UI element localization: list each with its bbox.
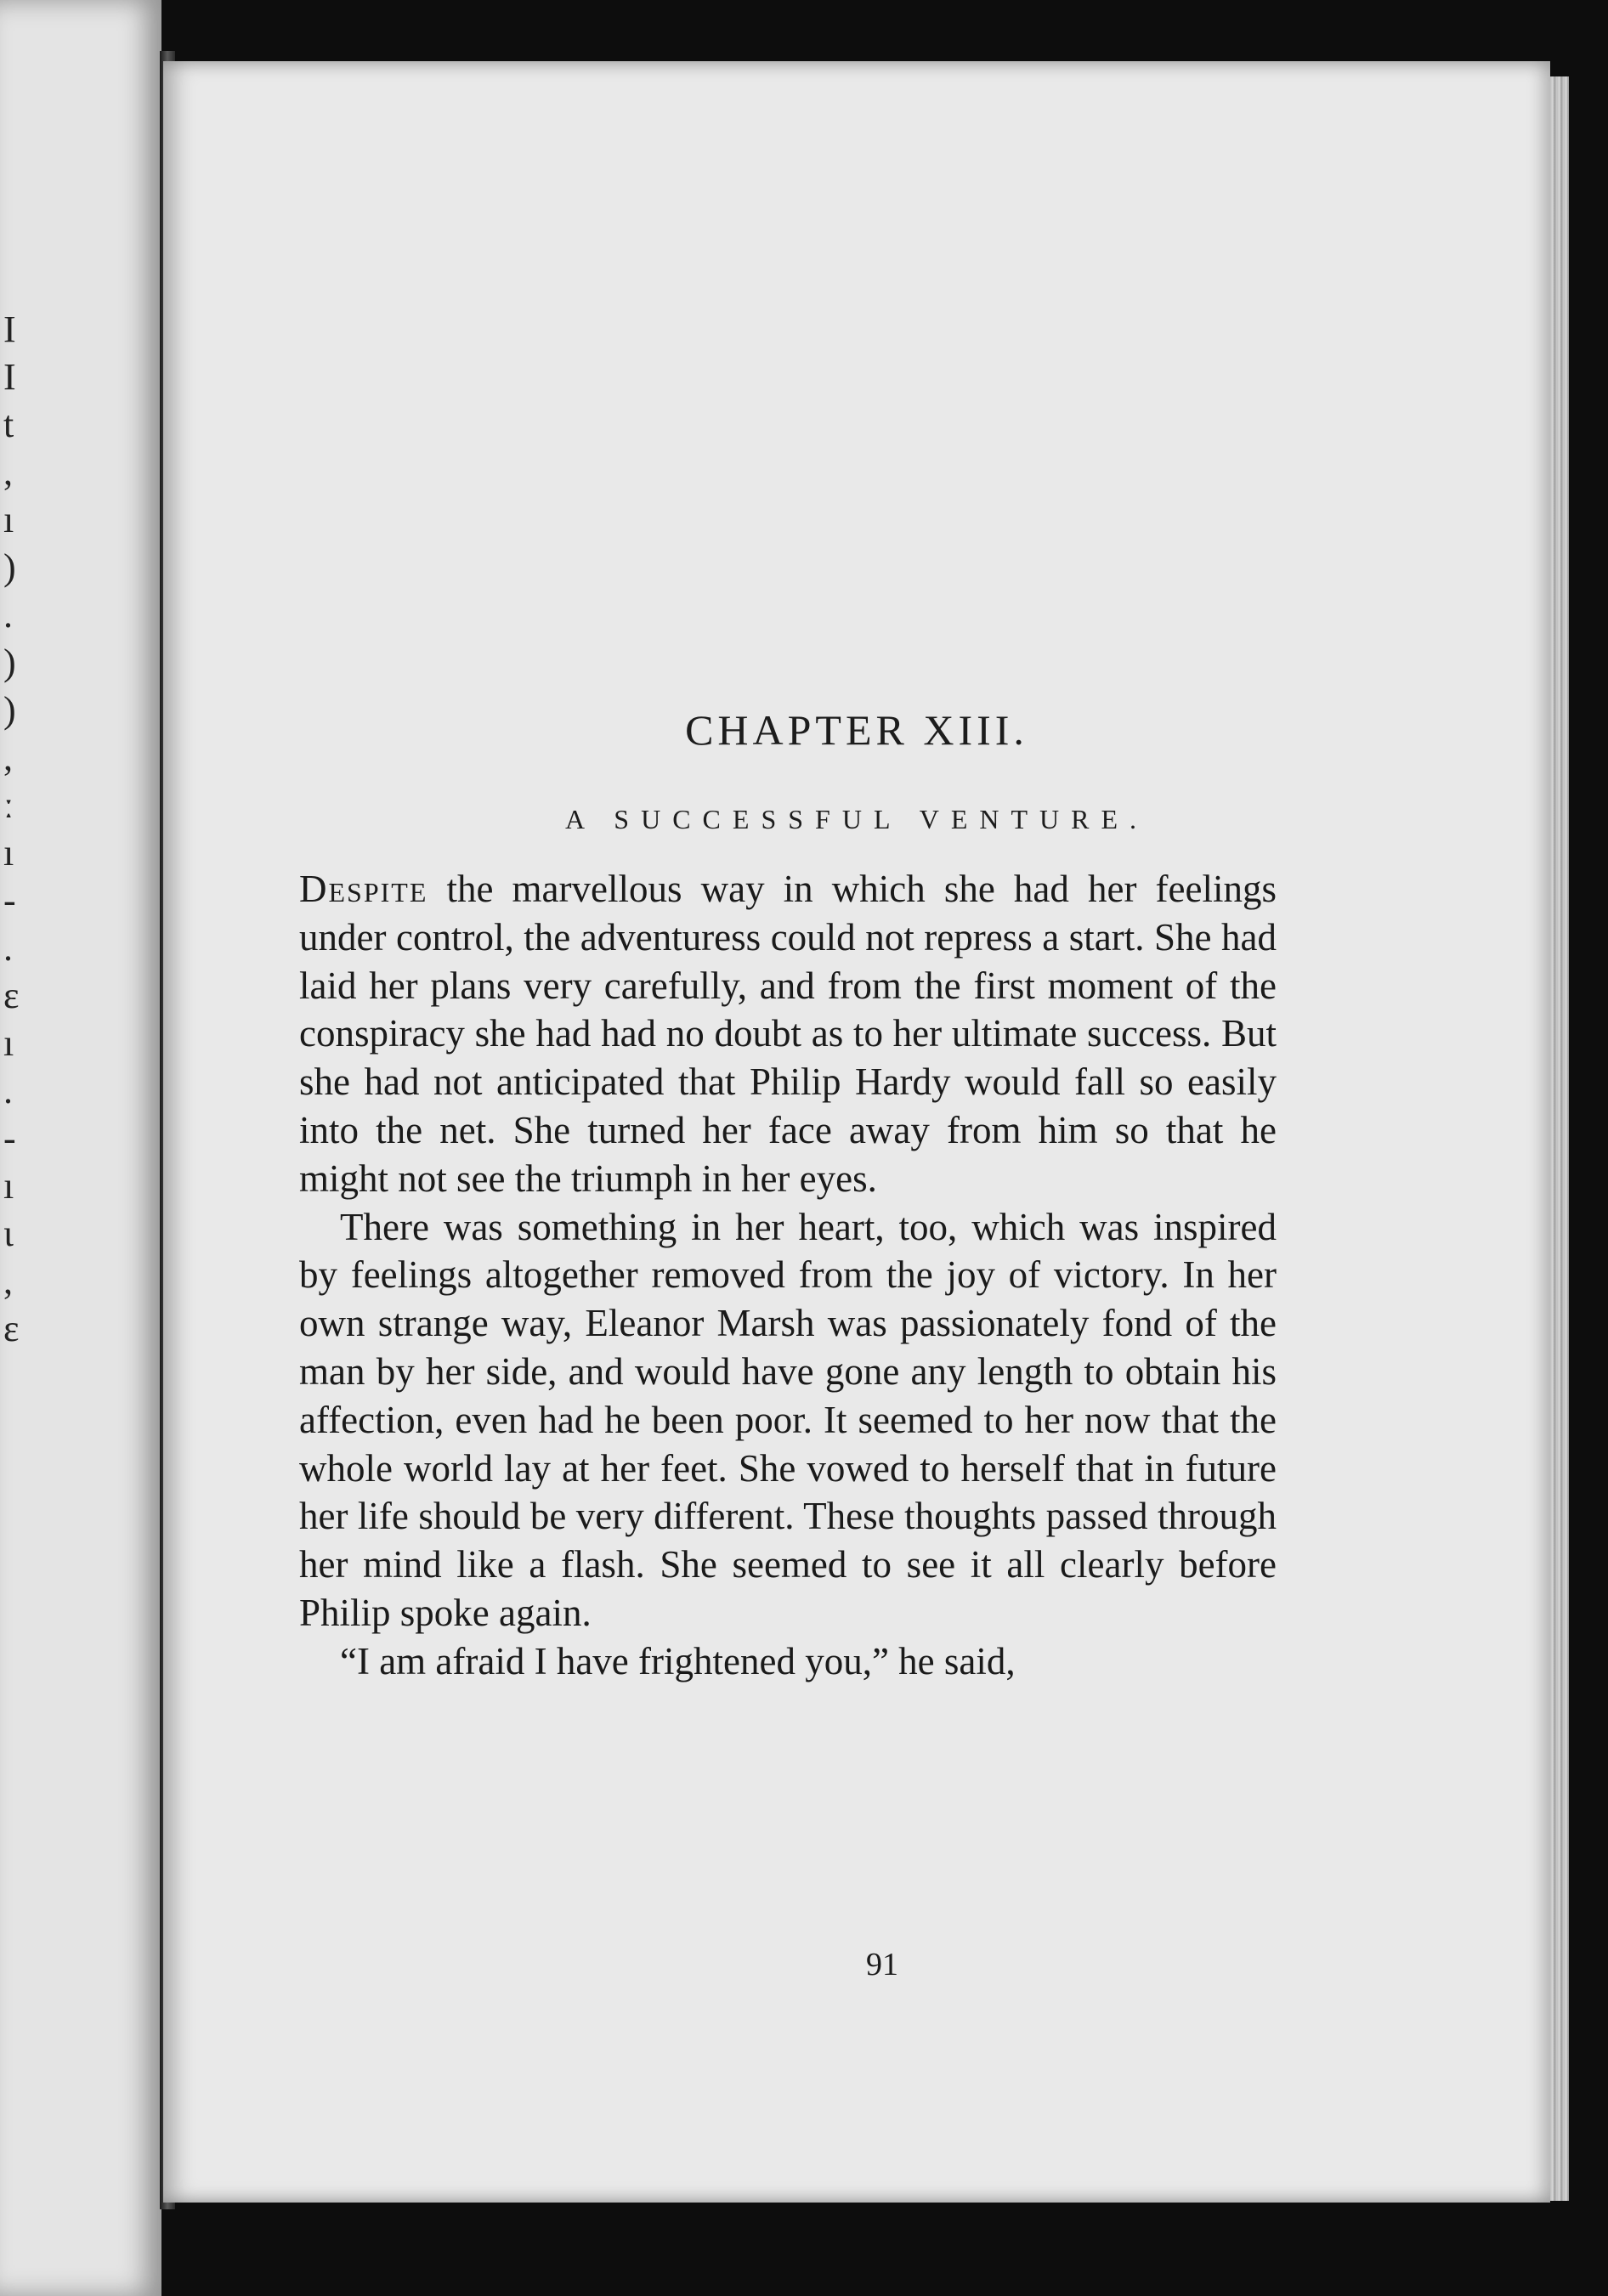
fragment: ) xyxy=(3,642,16,683)
fragment: t xyxy=(3,404,14,445)
paragraph: “I am afraid I have frightened you,” he said, xyxy=(340,1639,1016,1682)
fragment: ε xyxy=(3,1308,20,1349)
fragment: ı xyxy=(3,1022,14,1064)
fragment: ː xyxy=(3,784,14,826)
fragment: . xyxy=(3,594,13,636)
chapter-title: CHAPTER XIII. xyxy=(685,706,1028,754)
paragraph xyxy=(299,865,1277,1203)
page-number: 91 xyxy=(866,1947,898,1982)
fragment: . xyxy=(3,927,13,969)
fragment: , xyxy=(3,1260,13,1302)
fragment: ) xyxy=(3,546,16,588)
paragraph: There was something in her heart, too, which was inspired by feelings altogether removed from the joy of victory. In her own strange way, Eleanor Marsh was passionately fond of the man by her side, and would have gone any length to obtain his affection, even had he been poor. It seemed to her now that the whole world lay at her feet. She vowed to herself that in future her life should be very different. These thoughts passed through her mind like a flash. She seemed to see it all clearly before Philip spoke again. xyxy=(299,1205,1277,1634)
fragment: , xyxy=(3,737,13,778)
paragraph-text: the marvellous way in which she had her feelings under control, the adventuress could not repress a start. She had laid her plans very carefully, and from the first moment of the conspiracy she had had no doubt as to her ultimate success. But she had not anticipated that Philip Hardy would fall so easily into the net. She turned her face away from him so that he might not see the triumph in her eyes. xyxy=(299,868,1277,1200)
page-edge xyxy=(1550,76,1569,2201)
fragment: ı xyxy=(3,832,14,874)
fragment: ε xyxy=(3,975,20,1016)
chapter-body xyxy=(299,865,1277,1686)
facing-page-fragments xyxy=(0,306,34,1353)
facing-page xyxy=(0,0,161,2296)
fragment: ı xyxy=(3,499,14,540)
fragment: . xyxy=(3,1070,13,1111)
fragment: I xyxy=(3,356,16,398)
fragment: I xyxy=(3,308,16,350)
fragment: ) xyxy=(3,689,16,731)
fragment: - xyxy=(3,879,16,921)
fragment: ι xyxy=(3,1213,14,1254)
fragment: , xyxy=(3,451,13,493)
fragment: ı xyxy=(3,1165,14,1207)
drop-lead-word: Despite xyxy=(299,868,428,910)
fragment: - xyxy=(3,1117,16,1159)
chapter-subtitle: A SUCCESSFUL VENTURE. xyxy=(564,804,1149,834)
